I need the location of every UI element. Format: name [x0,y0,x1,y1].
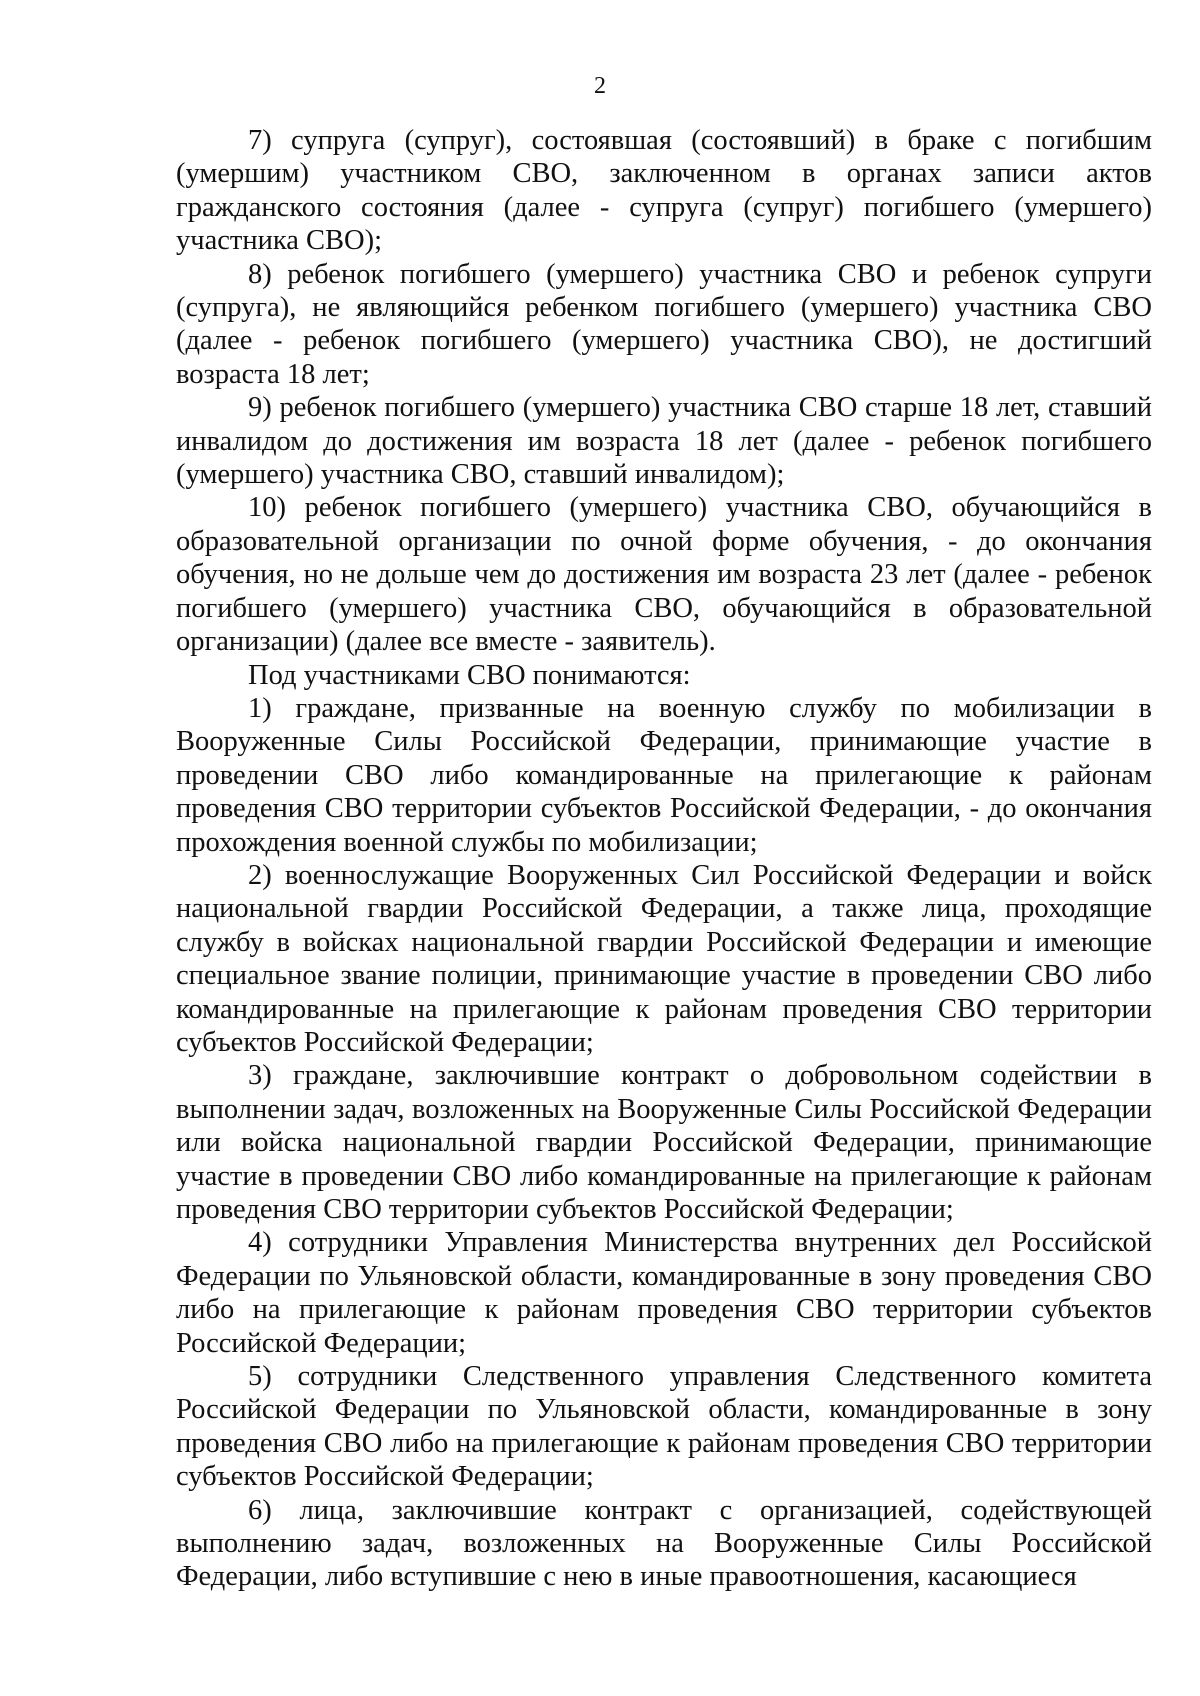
document-body [176,124,1152,1594]
paragraph-participant-6-contractors: 6) лица, заключившие контракт с организацией, содействующей выполнению задач, возложенных на Вооруженные Силы Российской Федерации, либо вступившие с нею в иные правоотношения, касающиеся [176,1494,1152,1593]
paragraph-participant-1-mobilized: 1) граждане, призванные на военную службу по мобилизации в Вооруженные Силы Российской Федерации, принимающие участие в проведении СВО либо командированные на прилегающие к районам проведения СВО территории субъектов Российской Федерации, - до окончания прохождения военной службы по мобилизации; [176,692,1152,858]
paragraph-participant-3-volunteers: 3) граждане, заключившие контракт о добровольном содействии в выполнении задач, возложенных на Вооруженные Силы Российской Федерации или войска национальной гвардии Российской Федерации, принимающие участие в проведении СВО либо командированные на прилегающие к районам проведения СВО территории субъектов Российской Федерации; [176,1060,1152,1225]
paragraph-participant-5-investigative: 5) сотрудники Следственного управления Следственного комитета Российской Федерации по Ульяновской области, командированные в зону проведения СВО либо на прилегающие к районам проведения СВО территории субъектов Российской Федерации; [176,1361,1152,1493]
paragraph-item-7-spouse: 7) супруга (супруг), состоявшая (состоявший) в браке с погибшим (умершим) участником СВО, заключенном в органах записи актов гражданского состояния (далее - супруга (супруг) погибшего (умершего) участника СВО); [176,125,1152,257]
page-number: 2 [594,73,606,99]
paragraph-participant-4-mvd: 4) сотрудники Управления Министерства внутренних дел Российской Федерации по Ульяновской области, командированные в зону проведения СВО либо на прилегающие к районам проведения СВО территории субъектов Российской Федерации; [176,1227,1152,1359]
paragraph-participant-2-servicemen: 2) военнослужащие Вооруженных Сил Российской Федерации и войск национальной гвардии Российской Федерации, а также лица, проходящие службу в войсках национальной гвардии Российской Федерации и имеющие специальное звание полиции, принимающие участие в проведении СВО либо командированные на прилегающие к районам проведения СВО территории субъектов Российской Федерации; [176,859,1152,1058]
paragraph-item-8-child-under-18: 8) ребенок погибшего (умершего) участника СВО и ребенок супруги (супруга), не являющийся ребенком погибшего (умершего) участника СВО (далее - ребенок погибшего (умершего) участника СВО), не достигший возраста 18 лет; [176,258,1152,390]
paragraph-item-10-child-student: 10) ребенок погибшего (умершего) участника СВО, обучающийся в образовательной организации по очной форме обучения, - до окончания обучения, но не дольше чем до достижения им возраста 23 лет (далее - ребенок погибшего (умершего) участника СВО, обучающийся в образовательной организации) (далее все вместе - заявитель). [176,492,1152,658]
paragraph-participants-heading: Под участниками СВО понимаются: [248,659,691,691]
paragraph-item-9-child-disabled: 9) ребенок погибшего (умершего) участника СВО старше 18 лет, ставший инвалидом до достижения им возраста 18 лет (далее - ребенок погибшего (умершего) участника СВО, ставший инвалидом); [176,392,1152,491]
